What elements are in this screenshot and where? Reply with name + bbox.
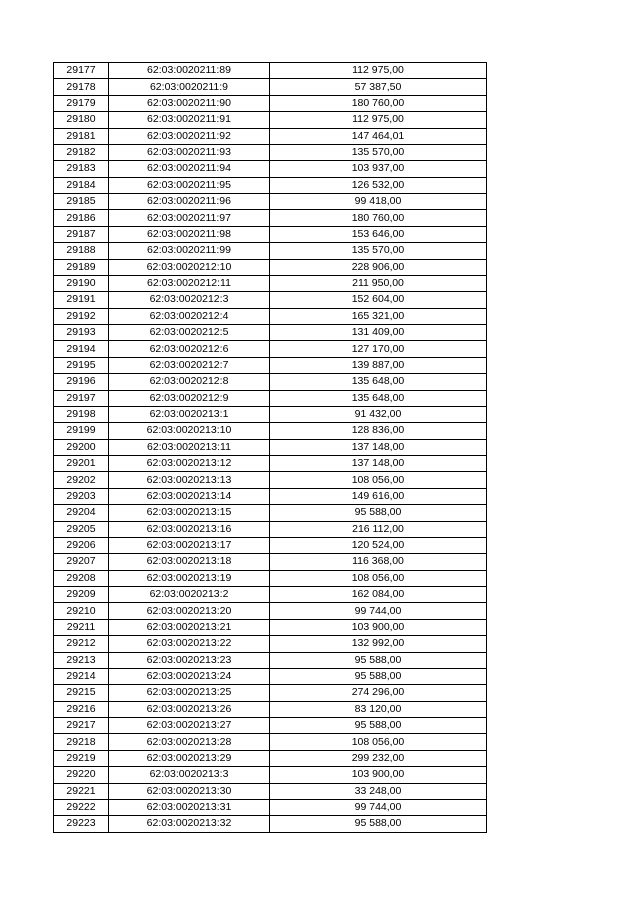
cadastral-number-cell: 62:03:0020212:8 bbox=[109, 374, 270, 390]
cadastral-value-cell: 153 646,00 bbox=[270, 226, 487, 242]
cadastral-number-cell: 62:03:0020213:32 bbox=[109, 816, 270, 832]
row-number-cell: 29209 bbox=[54, 587, 109, 603]
cadastral-number-cell: 62:03:0020213:11 bbox=[109, 439, 270, 455]
cadastral-number-cell: 62:03:0020213:24 bbox=[109, 668, 270, 684]
cadastral-number-cell: 62:03:0020211:90 bbox=[109, 95, 270, 111]
cadastral-number-cell: 62:03:0020212:3 bbox=[109, 292, 270, 308]
cadastral-value-cell: 112 975,00 bbox=[270, 112, 487, 128]
cadastral-value-cell: 99 744,00 bbox=[270, 603, 487, 619]
row-number-cell: 29180 bbox=[54, 112, 109, 128]
cadastral-value-cell: 57 387,50 bbox=[270, 79, 487, 95]
table-row bbox=[54, 439, 487, 455]
cadastral-number-cell: 62:03:0020212:9 bbox=[109, 390, 270, 406]
cadastral-number-cell: 62:03:0020213:29 bbox=[109, 750, 270, 766]
row-number-cell: 29196 bbox=[54, 374, 109, 390]
cadastral-value-cell: 132 992,00 bbox=[270, 636, 487, 652]
cadastral-number-cell: 62:03:0020213:21 bbox=[109, 619, 270, 635]
cadastral-value-cell: 180 760,00 bbox=[270, 95, 487, 111]
table-row bbox=[54, 210, 487, 226]
table-row bbox=[54, 128, 487, 144]
row-number-cell: 29195 bbox=[54, 357, 109, 373]
row-number-cell: 29216 bbox=[54, 701, 109, 717]
table-row bbox=[54, 63, 487, 79]
cadastral-number-cell: 62:03:0020213:26 bbox=[109, 701, 270, 717]
table-row bbox=[54, 636, 487, 652]
cadastral-number-cell: 62:03:0020213:16 bbox=[109, 521, 270, 537]
table-row bbox=[54, 537, 487, 553]
cadastral-value-cell: 135 648,00 bbox=[270, 390, 487, 406]
cadastral-value-cell: 108 056,00 bbox=[270, 734, 487, 750]
cadastral-value-cell: 139 887,00 bbox=[270, 357, 487, 373]
cadastral-number-cell: 62:03:0020213:22 bbox=[109, 636, 270, 652]
table-row bbox=[54, 799, 487, 815]
row-number-cell: 29187 bbox=[54, 226, 109, 242]
table-row bbox=[54, 406, 487, 422]
cadastral-value-cell: 95 588,00 bbox=[270, 505, 487, 521]
cadastral-number-cell: 62:03:0020211:9 bbox=[109, 79, 270, 95]
row-number-cell: 29223 bbox=[54, 816, 109, 832]
row-number-cell: 29211 bbox=[54, 619, 109, 635]
row-number-cell: 29186 bbox=[54, 210, 109, 226]
table-row bbox=[54, 95, 487, 111]
row-number-cell: 29185 bbox=[54, 194, 109, 210]
cadastral-value-table bbox=[53, 62, 487, 833]
cadastral-value-cell: 299 232,00 bbox=[270, 750, 487, 766]
cadastral-number-cell: 62:03:0020213:17 bbox=[109, 537, 270, 553]
row-number-cell: 29190 bbox=[54, 275, 109, 291]
row-number-cell: 29179 bbox=[54, 95, 109, 111]
table-row bbox=[54, 767, 487, 783]
table-row bbox=[54, 488, 487, 504]
table-row bbox=[54, 292, 487, 308]
cadastral-number-cell: 62:03:0020212:7 bbox=[109, 357, 270, 373]
cadastral-value-cell: 135 570,00 bbox=[270, 243, 487, 259]
cadastral-number-cell: 62:03:0020212:5 bbox=[109, 325, 270, 341]
cadastral-value-cell: 116 368,00 bbox=[270, 554, 487, 570]
row-number-cell: 29192 bbox=[54, 308, 109, 324]
cadastral-number-cell: 62:03:0020213:27 bbox=[109, 718, 270, 734]
cadastral-value-cell: 95 588,00 bbox=[270, 668, 487, 684]
row-number-cell: 29207 bbox=[54, 554, 109, 570]
table-row bbox=[54, 619, 487, 635]
table-row bbox=[54, 472, 487, 488]
row-number-cell: 29208 bbox=[54, 570, 109, 586]
cadastral-value-cell: 127 170,00 bbox=[270, 341, 487, 357]
table-row bbox=[54, 325, 487, 341]
cadastral-value-cell: 137 148,00 bbox=[270, 439, 487, 455]
table-row bbox=[54, 554, 487, 570]
cadastral-number-cell: 62:03:0020213:1 bbox=[109, 406, 270, 422]
cadastral-number-cell: 62:03:0020211:97 bbox=[109, 210, 270, 226]
row-number-cell: 29205 bbox=[54, 521, 109, 537]
row-number-cell: 29198 bbox=[54, 406, 109, 422]
cadastral-value-cell: 165 321,00 bbox=[270, 308, 487, 324]
cadastral-value-cell: 126 532,00 bbox=[270, 177, 487, 193]
table-row bbox=[54, 521, 487, 537]
row-number-cell: 29183 bbox=[54, 161, 109, 177]
cadastral-value-cell: 135 570,00 bbox=[270, 144, 487, 160]
cadastral-value-cell: 135 648,00 bbox=[270, 374, 487, 390]
row-number-cell: 29219 bbox=[54, 750, 109, 766]
cadastral-value-cell: 99 744,00 bbox=[270, 799, 487, 815]
table-row bbox=[54, 259, 487, 275]
table-row bbox=[54, 603, 487, 619]
table-row bbox=[54, 701, 487, 717]
cadastral-value-cell: 91 432,00 bbox=[270, 406, 487, 422]
cadastral-number-cell: 62:03:0020211:96 bbox=[109, 194, 270, 210]
table-row bbox=[54, 783, 487, 799]
cadastral-value-cell: 103 900,00 bbox=[270, 619, 487, 635]
table-row bbox=[54, 275, 487, 291]
row-number-cell: 29217 bbox=[54, 718, 109, 734]
row-number-cell: 29181 bbox=[54, 128, 109, 144]
cadastral-number-cell: 62:03:0020211:95 bbox=[109, 177, 270, 193]
cadastral-value-cell: 137 148,00 bbox=[270, 456, 487, 472]
table-row bbox=[54, 685, 487, 701]
cadastral-number-cell: 62:03:0020213:20 bbox=[109, 603, 270, 619]
cadastral-value-cell: 211 950,00 bbox=[270, 275, 487, 291]
table-row bbox=[54, 194, 487, 210]
table-row bbox=[54, 144, 487, 160]
cadastral-value-cell: 274 296,00 bbox=[270, 685, 487, 701]
cadastral-number-cell: 62:03:0020211:98 bbox=[109, 226, 270, 242]
cadastral-value-cell: 103 937,00 bbox=[270, 161, 487, 177]
table-row bbox=[54, 112, 487, 128]
cadastral-value-cell: 216 112,00 bbox=[270, 521, 487, 537]
cadastral-number-cell: 62:03:0020211:99 bbox=[109, 243, 270, 259]
table-row bbox=[54, 390, 487, 406]
cadastral-value-cell: 83 120,00 bbox=[270, 701, 487, 717]
row-number-cell: 29188 bbox=[54, 243, 109, 259]
table-row bbox=[54, 79, 487, 95]
table-row bbox=[54, 668, 487, 684]
row-number-cell: 29178 bbox=[54, 79, 109, 95]
row-number-cell: 29204 bbox=[54, 505, 109, 521]
row-number-cell: 29200 bbox=[54, 439, 109, 455]
table-row bbox=[54, 161, 487, 177]
cadastral-number-cell: 62:03:0020213:18 bbox=[109, 554, 270, 570]
cadastral-number-cell: 62:03:0020212:4 bbox=[109, 308, 270, 324]
cadastral-value-cell: 108 056,00 bbox=[270, 472, 487, 488]
row-number-cell: 29177 bbox=[54, 63, 109, 79]
cadastral-value-cell: 128 836,00 bbox=[270, 423, 487, 439]
cadastral-value-cell: 120 524,00 bbox=[270, 537, 487, 553]
row-number-cell: 29191 bbox=[54, 292, 109, 308]
row-number-cell: 29213 bbox=[54, 652, 109, 668]
table-row bbox=[54, 177, 487, 193]
cadastral-number-cell: 62:03:0020211:94 bbox=[109, 161, 270, 177]
cadastral-value-cell: 103 900,00 bbox=[270, 767, 487, 783]
cadastral-number-cell: 62:03:0020212:11 bbox=[109, 275, 270, 291]
cadastral-number-cell: 62:03:0020213:15 bbox=[109, 505, 270, 521]
table-row bbox=[54, 750, 487, 766]
cadastral-value-cell: 228 906,00 bbox=[270, 259, 487, 275]
table-row bbox=[54, 734, 487, 750]
row-number-cell: 29212 bbox=[54, 636, 109, 652]
cadastral-number-cell: 62:03:0020213:25 bbox=[109, 685, 270, 701]
row-number-cell: 29193 bbox=[54, 325, 109, 341]
row-number-cell: 29221 bbox=[54, 783, 109, 799]
row-number-cell: 29182 bbox=[54, 144, 109, 160]
cadastral-number-cell: 62:03:0020213:13 bbox=[109, 472, 270, 488]
cadastral-value-cell: 131 409,00 bbox=[270, 325, 487, 341]
row-number-cell: 29197 bbox=[54, 390, 109, 406]
row-number-cell: 29199 bbox=[54, 423, 109, 439]
table-row bbox=[54, 587, 487, 603]
cadastral-value-cell: 99 418,00 bbox=[270, 194, 487, 210]
cadastral-number-cell: 62:03:0020213:12 bbox=[109, 456, 270, 472]
cadastral-number-cell: 62:03:0020212:6 bbox=[109, 341, 270, 357]
row-number-cell: 29214 bbox=[54, 668, 109, 684]
cadastral-value-cell: 95 588,00 bbox=[270, 816, 487, 832]
cadastral-number-cell: 62:03:0020213:23 bbox=[109, 652, 270, 668]
cadastral-number-cell: 62:03:0020212:10 bbox=[109, 259, 270, 275]
cadastral-number-cell: 62:03:0020213:19 bbox=[109, 570, 270, 586]
cadastral-number-cell: 62:03:0020211:91 bbox=[109, 112, 270, 128]
table-row bbox=[54, 308, 487, 324]
cadastral-number-cell: 62:03:0020211:89 bbox=[109, 63, 270, 79]
table-row bbox=[54, 357, 487, 373]
cadastral-number-cell: 62:03:0020213:10 bbox=[109, 423, 270, 439]
cadastral-value-cell: 147 464,01 bbox=[270, 128, 487, 144]
row-number-cell: 29184 bbox=[54, 177, 109, 193]
cadastral-value-cell: 162 084,00 bbox=[270, 587, 487, 603]
cadastral-value-cell: 33 248,00 bbox=[270, 783, 487, 799]
cadastral-number-cell: 62:03:0020213:3 bbox=[109, 767, 270, 783]
cadastral-value-cell: 108 056,00 bbox=[270, 570, 487, 586]
table-row bbox=[54, 423, 487, 439]
cadastral-value-cell: 149 616,00 bbox=[270, 488, 487, 504]
row-number-cell: 29220 bbox=[54, 767, 109, 783]
cadastral-number-cell: 62:03:0020213:30 bbox=[109, 783, 270, 799]
table-row bbox=[54, 570, 487, 586]
row-number-cell: 29189 bbox=[54, 259, 109, 275]
table-row bbox=[54, 456, 487, 472]
table-row bbox=[54, 374, 487, 390]
row-number-cell: 29222 bbox=[54, 799, 109, 815]
row-number-cell: 29194 bbox=[54, 341, 109, 357]
cadastral-value-cell: 180 760,00 bbox=[270, 210, 487, 226]
cadastral-number-cell: 62:03:0020211:92 bbox=[109, 128, 270, 144]
table-row bbox=[54, 816, 487, 832]
table-row bbox=[54, 341, 487, 357]
cadastral-number-cell: 62:03:0020213:28 bbox=[109, 734, 270, 750]
cadastral-number-cell: 62:03:0020213:2 bbox=[109, 587, 270, 603]
table-row bbox=[54, 718, 487, 734]
cadastral-value-cell: 95 588,00 bbox=[270, 718, 487, 734]
row-number-cell: 29201 bbox=[54, 456, 109, 472]
cadastral-number-cell: 62:03:0020213:31 bbox=[109, 799, 270, 815]
row-number-cell: 29210 bbox=[54, 603, 109, 619]
row-number-cell: 29218 bbox=[54, 734, 109, 750]
cadastral-value-cell: 95 588,00 bbox=[270, 652, 487, 668]
table-row bbox=[54, 652, 487, 668]
table-row bbox=[54, 243, 487, 259]
row-number-cell: 29206 bbox=[54, 537, 109, 553]
table-row bbox=[54, 505, 487, 521]
table-row bbox=[54, 226, 487, 242]
table-body bbox=[54, 63, 487, 833]
cadastral-value-cell: 112 975,00 bbox=[270, 63, 487, 79]
cadastral-number-cell: 62:03:0020211:93 bbox=[109, 144, 270, 160]
row-number-cell: 29203 bbox=[54, 488, 109, 504]
cadastral-value-cell: 152 604,00 bbox=[270, 292, 487, 308]
row-number-cell: 29215 bbox=[54, 685, 109, 701]
cadastral-number-cell: 62:03:0020213:14 bbox=[109, 488, 270, 504]
row-number-cell: 29202 bbox=[54, 472, 109, 488]
